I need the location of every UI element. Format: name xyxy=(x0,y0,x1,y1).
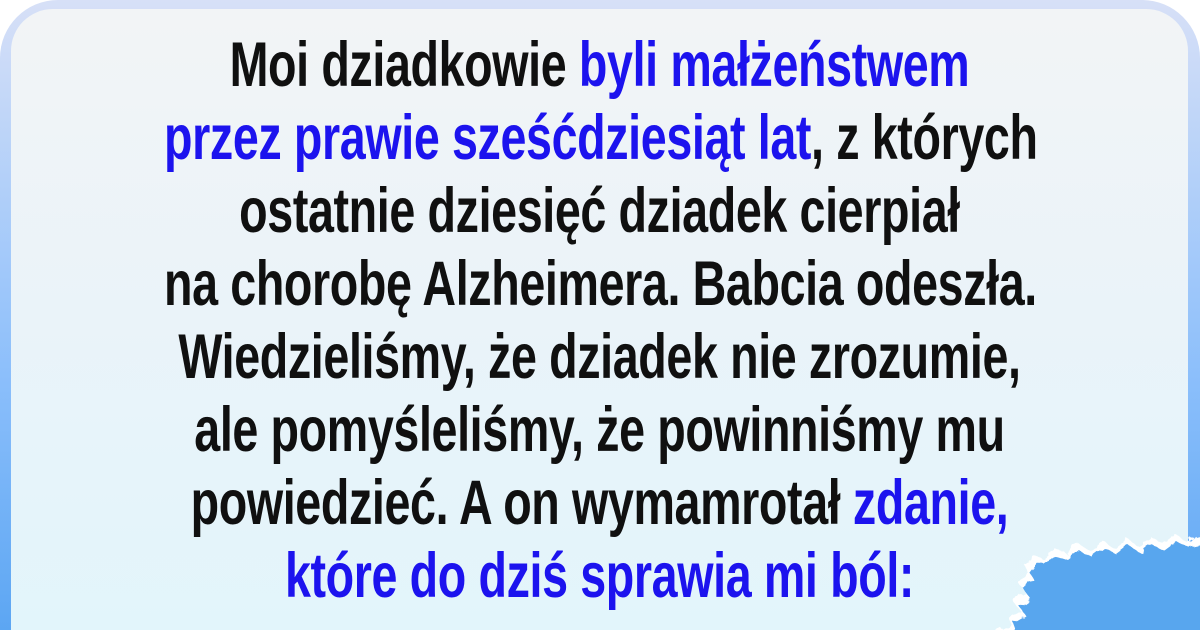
quote-segment: przez prawie sześćdziesiąt lat xyxy=(164,103,812,173)
quote-line xyxy=(164,29,1035,102)
quote-segment: które do dziś sprawia mi ból: xyxy=(284,541,915,611)
quote-segment: ostatnie dziesięć dziadek cierpiał xyxy=(239,176,960,246)
quote-segment: Wiedzieliśmy, że dziadek nie zrozumie, xyxy=(178,322,1021,392)
quote-line xyxy=(164,540,1035,613)
quote-text xyxy=(11,9,1188,613)
quote-segment: zdanie, xyxy=(852,468,1009,538)
quote-line xyxy=(164,175,1035,248)
torn-reveal-blue xyxy=(1004,541,1200,630)
torn-paper-corner xyxy=(980,530,1200,630)
quote-segment: Moi dziadkowie xyxy=(229,30,579,100)
quote-line xyxy=(164,321,1035,394)
quote-segment: powiedzieć. A on wymamrotał xyxy=(190,468,853,538)
quote-segment: na chorobę Alzheimera. Babcia odeszła. xyxy=(164,249,1037,319)
quote-line xyxy=(164,394,1035,467)
quote-segment: , z których xyxy=(811,103,1038,173)
quote-segment: byli małżeństwem xyxy=(578,30,970,100)
quote-segment: ale pomyśleliśmy, że powinniśmy mu xyxy=(194,395,1005,465)
quote-line xyxy=(164,248,1035,321)
quote-line xyxy=(164,102,1038,175)
quote-line xyxy=(164,467,1035,540)
